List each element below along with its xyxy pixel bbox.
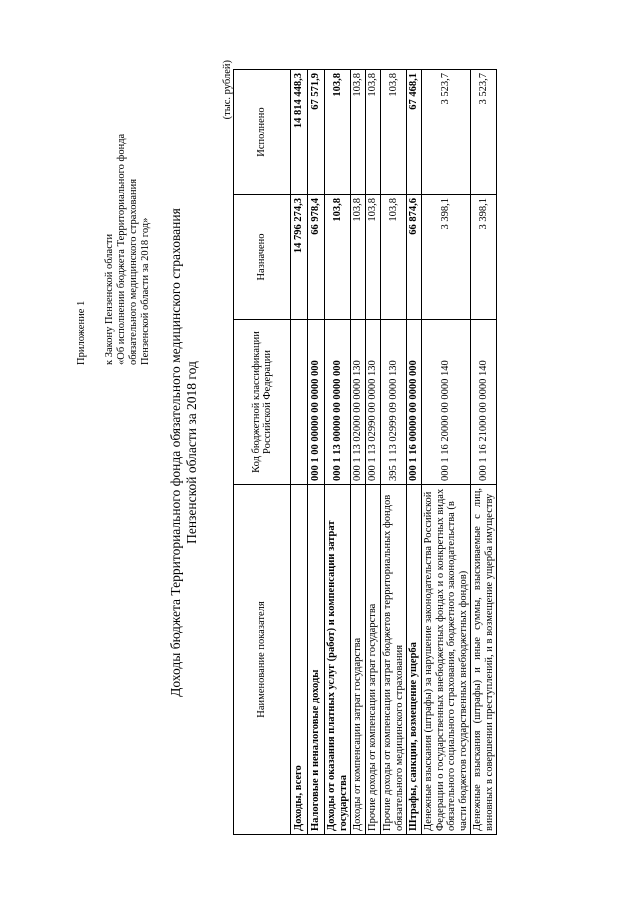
row-planned: 103,8	[351, 195, 366, 320]
appendix-line: Пензенской области за 2018 год»	[140, 217, 151, 365]
table-row	[381, 70, 407, 835]
row-executed: 103,8	[325, 70, 351, 195]
title-line-2: Пензенской области за 2018 год	[184, 361, 199, 544]
row-name: Доходы от компенсации затрат государства	[351, 485, 366, 835]
row-planned: 66 874,6	[407, 195, 422, 320]
row-code: 000 1 16 20000 00 0000 140	[422, 320, 471, 485]
row-planned: 3 398,1	[422, 195, 471, 320]
row-code: 000 1 16 00000 00 0000 000	[407, 320, 422, 485]
header-code: Код бюджетной классификации Российской Федерации	[234, 320, 291, 485]
appendix-line: «Об исполнении бюджета Территориального фонда	[116, 133, 127, 365]
row-planned: 103,8	[381, 195, 407, 320]
row-code: 000 1 13 02000 00 0000 130	[351, 320, 366, 485]
unit-label: (тыс. рублей)	[222, 60, 233, 120]
table-row	[308, 70, 325, 835]
row-code: 000 1 16 21000 00 0000 140	[471, 320, 497, 485]
table-row	[471, 70, 497, 835]
row-name: Доходы от оказания платных услуг (работ) и компенсации затрат государства	[325, 485, 351, 835]
row-code: 000 1 13 02990 00 0000 130	[366, 320, 381, 485]
header-executed: Исполнено	[234, 70, 291, 195]
table-header-row	[234, 70, 291, 835]
table-row	[422, 70, 471, 835]
row-name: Налоговые и неналоговые доходы	[308, 485, 325, 835]
row-name: Прочие доходы от компенсации затрат бюджетов территориальных фондов обязательного медицинского страхования	[381, 485, 407, 835]
row-executed: 3 523,7	[422, 70, 471, 195]
row-planned: 14 796 274,3	[291, 195, 308, 320]
page-title	[168, 70, 200, 835]
row-planned: 103,8	[325, 195, 351, 320]
row-executed: 3 523,7	[471, 70, 497, 195]
appendix-line: к Закону Пензенской области	[104, 233, 115, 365]
row-executed: 103,8	[351, 70, 366, 195]
appendix-line: обязательного медицинского страхования	[128, 178, 139, 365]
table-row	[291, 70, 308, 835]
row-executed: 67 571,9	[308, 70, 325, 195]
row-executed: 67 468,1	[407, 70, 422, 195]
revenue-table	[233, 69, 497, 835]
row-name: Доходы, всего	[291, 485, 308, 835]
row-planned: 66 978,4	[308, 195, 325, 320]
title-line-1: Доходы бюджета Территориального фонда обязательного медицинского страхования	[168, 208, 183, 697]
row-name: Денежные взыскания (штрафы) за нарушение законодательства Российской Федерации о государственных внебюджетных фондах и о конкретных видах обязательного социального страхования, бюджетного законодательства (в части бюджетов государственных внебюджетных фондов)	[422, 485, 471, 835]
row-code: 395 1 13 02999 09 0000 130	[381, 320, 407, 485]
row-executed: 103,8	[381, 70, 407, 195]
row-planned: 103,8	[366, 195, 381, 320]
table-row	[351, 70, 366, 835]
header-planned: Назначено	[234, 195, 291, 320]
row-code	[291, 320, 308, 485]
row-planned: 3 398,1	[471, 195, 497, 320]
row-name: Штрафы, санкции, возмещение ущерба	[407, 485, 422, 835]
table-row	[366, 70, 381, 835]
header-name: Наименование показателя	[234, 485, 291, 835]
table-row	[407, 70, 422, 835]
row-name: Прочие доходы от компенсации затрат государства	[366, 485, 381, 835]
row-executed: 103,8	[366, 70, 381, 195]
row-name: Денежные взыскания (штрафы) и иные суммы, взыскиваемые с лиц, виновных в совершении преступлений, и в возмещение ущерба имуществу	[471, 485, 497, 835]
appendix-number: Приложение 1	[76, 300, 87, 365]
row-code: 000 1 00 00000 00 0000 000	[308, 320, 325, 485]
row-executed: 14 814 448,3	[291, 70, 308, 195]
table-row	[325, 70, 351, 835]
row-code: 000 1 13 00000 00 0000 000	[325, 320, 351, 485]
